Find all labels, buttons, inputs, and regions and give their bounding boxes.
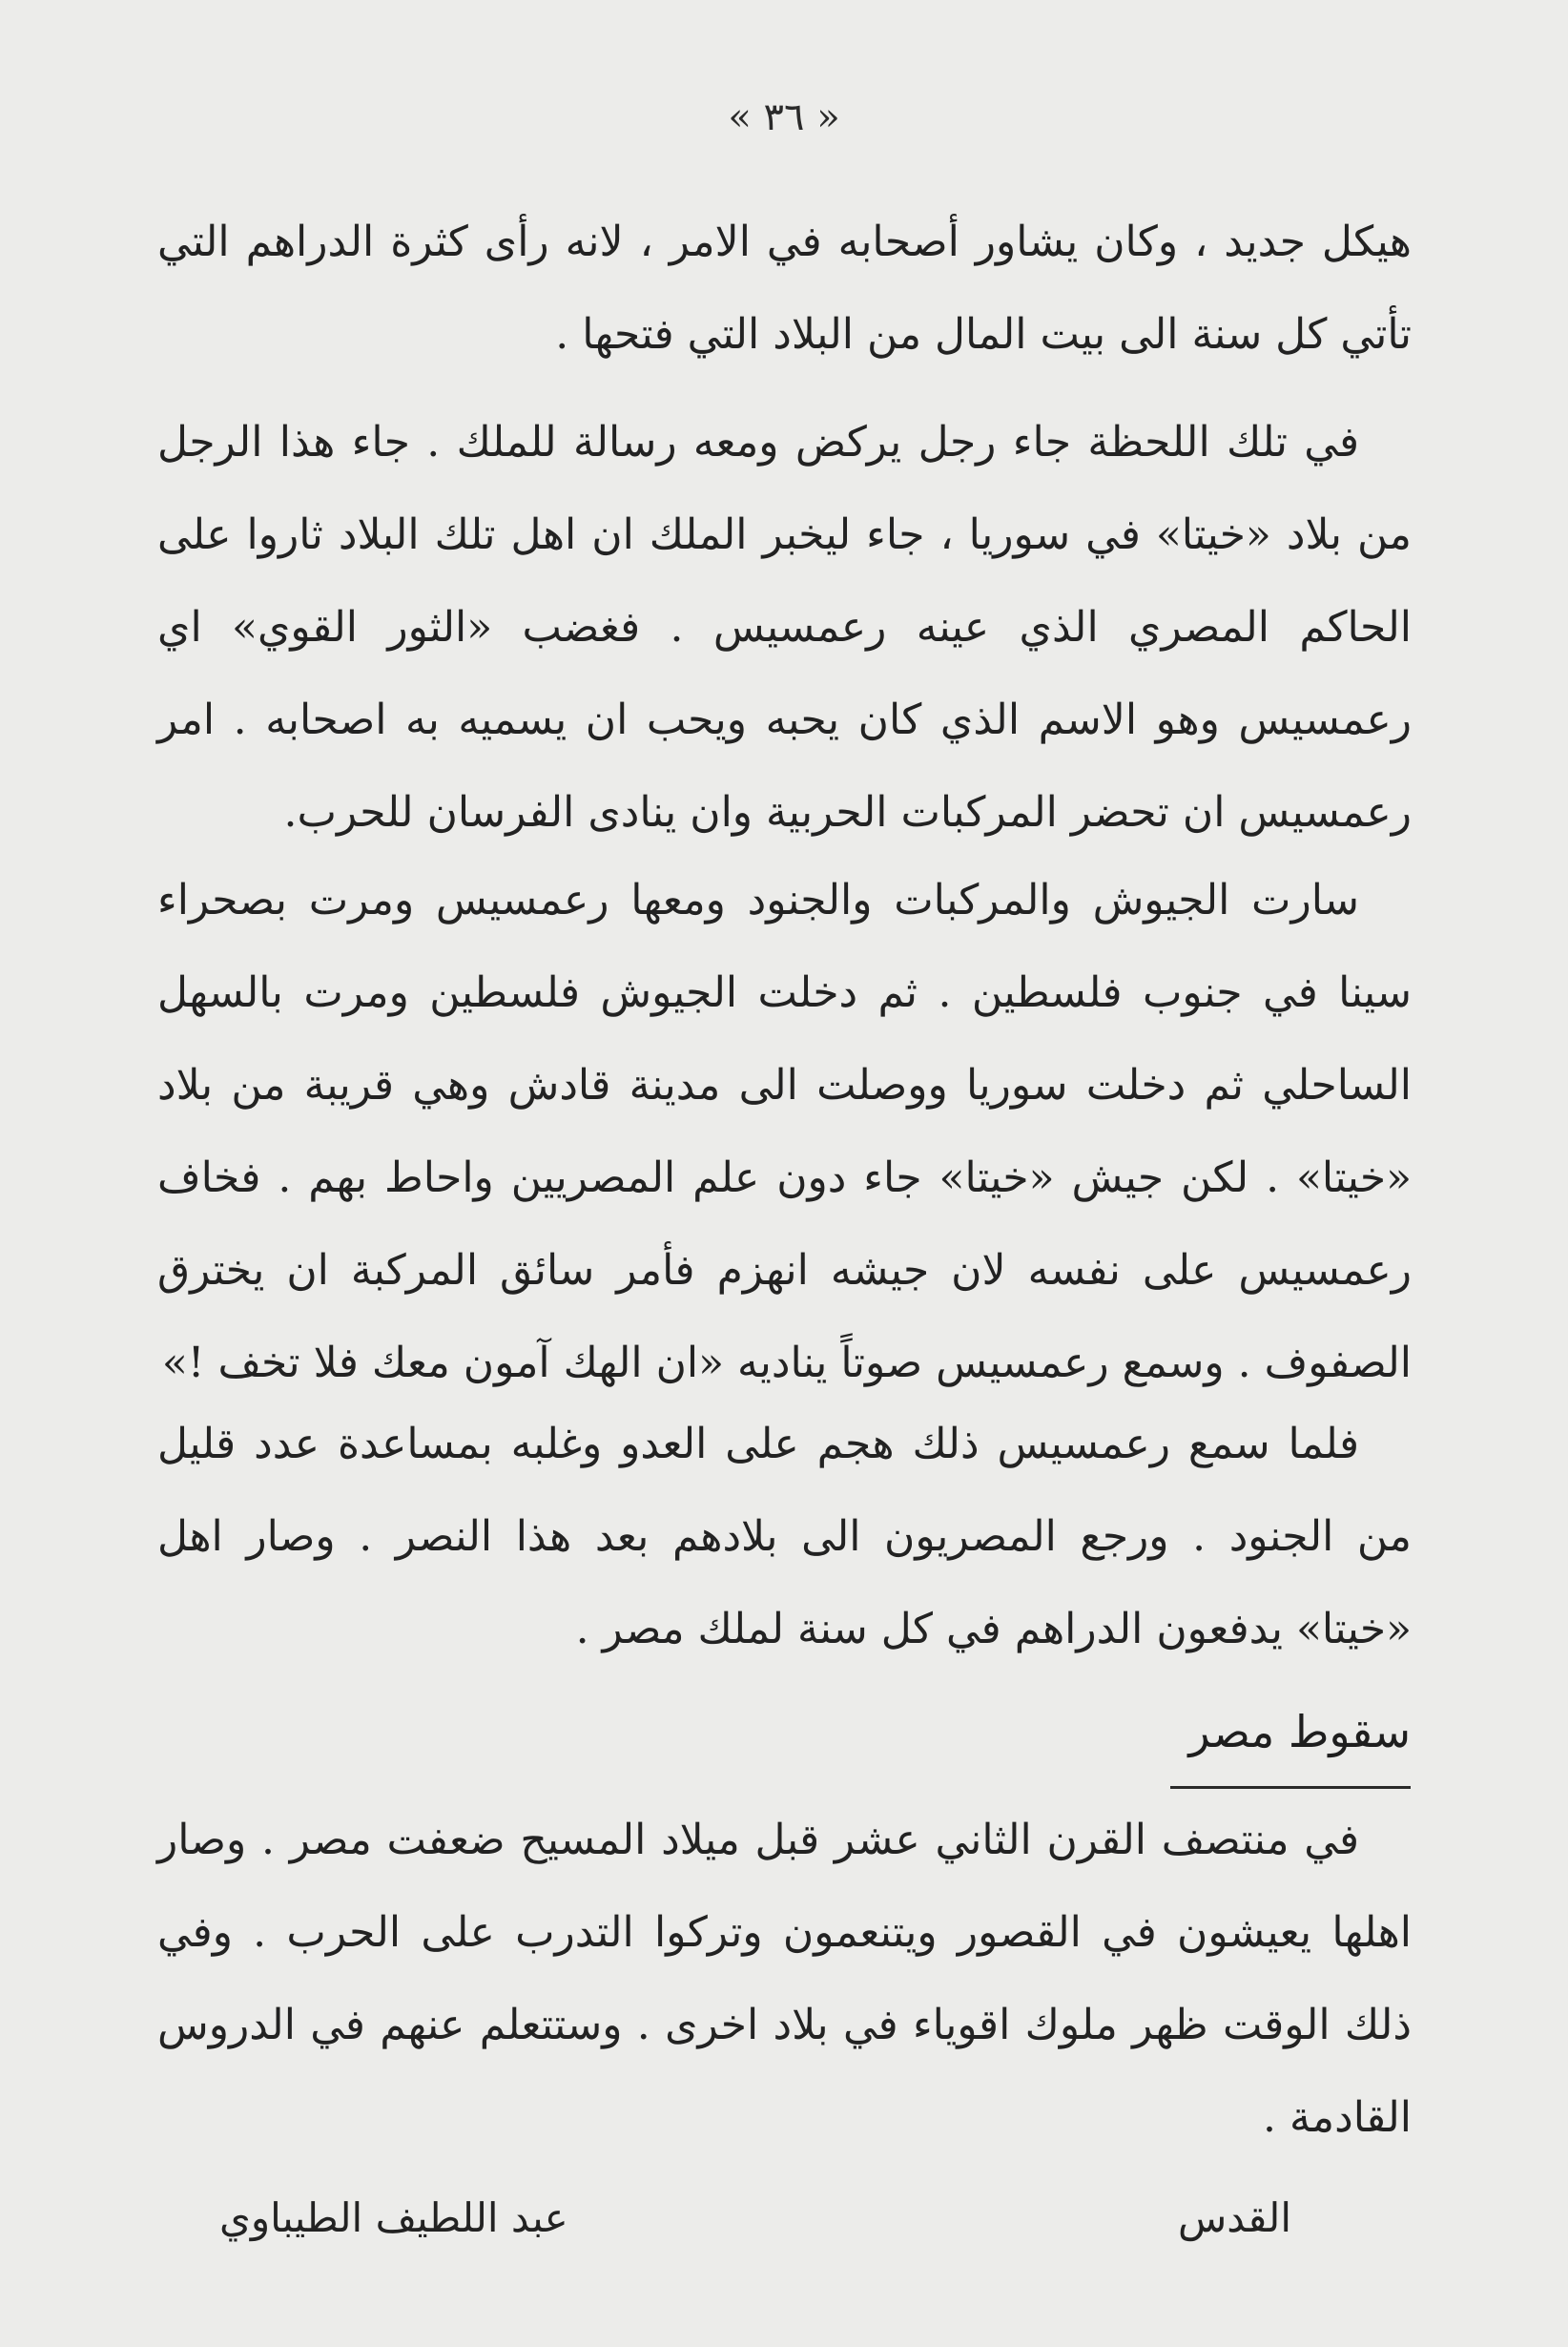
paragraph-text: سارت الجيوش والمركبات والجنود ومعها رعمسيس ومرت بصحراء سينا في جنوب فلسطين . ثم دخلت الجيوش فلسطين ومرت بالسهل الساحلي ثم دخلت سوريا ووصلت الى مدينة قادش وهي قريبة من بلاد «خيتا» . لكن جيش «خيتا» جاء دون علم المصريين واحاط بهم . فخاف رعمسيس على نفسه لان جيشه انهزم فأمر سائق المركبة ان يخترق الصفوف . وسمع رعمسيس صوتاً يناديه «ان الهك آمون معك فلا تخف !»: [157, 876, 1412, 1387]
paragraph-text: في منتصف القرن الثاني عشر قبل ميلاد المسيح ضعفت مصر . وصار اهلها يعيشون في القصور ويتنعمون وتركوا التدرب على الحرب . وفي ذلك الوقت ظهر ملوك اقوياء في بلاد اخرى . وستتعلم عنهم في الدروس القادمة .: [157, 1816, 1412, 2142]
footer-location: القدس: [1177, 2194, 1291, 2241]
paragraph-march: [157, 854, 1412, 1409]
paragraph-text: في تلك اللحظة جاء رجل يركض ومعه رسالة للملك . جاء هذا الرجل من بلاد «خيتا» في سوريا ، جاء ليخبر الملك ان اهل تلك البلاد ثاروا على الحاكم المصري الذي عينه رعمسيس . فغضب «الثور القوي» اي رعمسيس وهو الاسم الذي كان يحبه ويحب ان يسميه به اصحابه . امر رعمسيس ان تحضر المركبات الحربية وان ينادى الفرسان للحرب.: [157, 418, 1412, 837]
heading-underline: [1170, 1786, 1411, 1789]
paragraph-victory: [157, 1398, 1412, 1675]
section-heading: سقوط مصر: [1188, 1706, 1411, 1757]
footer-author: عبد اللطيف الطيباوي: [219, 2194, 568, 2241]
paragraph-continuation: [157, 196, 1412, 381]
paragraph-messenger: [157, 396, 1412, 859]
paragraph-decline: [157, 1794, 1412, 2164]
paragraph-text: هيكل جديد ، وكان يشاور أصحابه في الامر ، لانه رأى كثرة الدراهم التي تأتي كل سنة الى بيت المال من البلاد التي فتحها .: [157, 218, 1412, 359]
paragraph-text: فلما سمع رعمسيس ذلك هجم على العدو وغلبه بمساعدة عدد قليل من الجنود . ورجع المصريون الى بلادهم بعد هذا النصر . وصار اهل «خيتا» يدفعون الدراهم في كل سنة لملك مصر .: [157, 1420, 1412, 1653]
page-number: « ٣٦ »: [728, 95, 840, 139]
